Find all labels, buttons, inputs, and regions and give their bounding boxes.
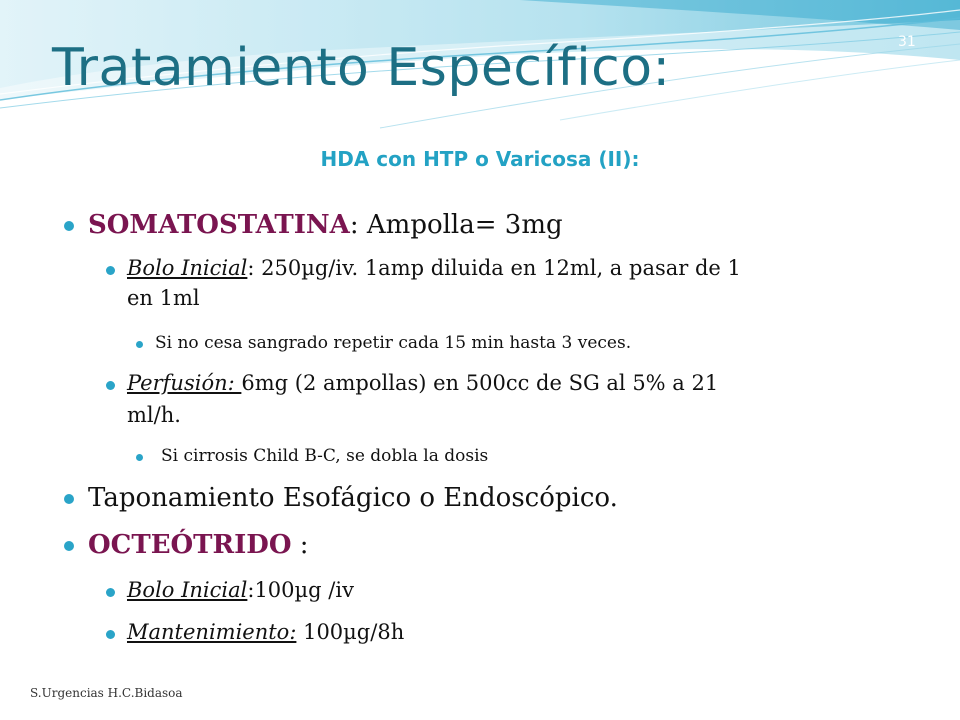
bullet-dot-icon bbox=[64, 494, 74, 504]
perfusion-detail: 6mg (2 ampollas) en 500cc de SG al 5% a 21 bbox=[241, 371, 719, 395]
perfusion-continuation: ml/h. bbox=[127, 403, 181, 427]
bullet-dot-icon bbox=[136, 341, 143, 348]
bullet-bolo-inicial-octeotrido bbox=[127, 578, 354, 602]
somatostatina-term: SOMATOSTATINA bbox=[88, 210, 350, 240]
slide-footer: S.Urgencias H.C.Bidasoa bbox=[30, 686, 183, 700]
bullet-dot-icon bbox=[64, 221, 74, 231]
octeotrido-term: OCTEÓTRIDO bbox=[88, 530, 292, 560]
bullet-dot-icon bbox=[136, 454, 143, 461]
bullet-octeotrido bbox=[88, 530, 309, 560]
perfusion-term: Perfusión: bbox=[127, 371, 242, 395]
bolo-inicial-detail: :100µg /iv bbox=[247, 578, 354, 602]
mantenimiento-detail: 100µg/8h bbox=[296, 620, 405, 644]
somatostatina-detail: : Ampolla= 3mg bbox=[349, 210, 563, 240]
bullet-dot-icon bbox=[106, 266, 115, 275]
slide-subtitle: HDA con HTP o Varicosa (II): bbox=[320, 147, 640, 171]
bullet-cirrosis-note: Si cirrosis Child B-C, se dobla la dosis bbox=[161, 446, 489, 466]
bolo-inicial-term: Bolo Inicial bbox=[127, 578, 248, 602]
bolo-inicial-continuation: en 1ml bbox=[127, 286, 200, 310]
bullet-mantenimiento bbox=[127, 620, 404, 644]
bolo-inicial-detail: : 250µg/iv. 1amp diluida en 12ml, a pasar de 1 bbox=[247, 256, 741, 280]
bolo-inicial-term: Bolo Inicial bbox=[127, 256, 248, 280]
mantenimiento-term: Mantenimiento: bbox=[127, 620, 297, 644]
bullet-dot-icon bbox=[106, 588, 115, 597]
bullet-dot-icon bbox=[106, 381, 115, 390]
slide-title: Tratamiento Específico: bbox=[52, 38, 671, 98]
bullet-dot-icon bbox=[106, 630, 115, 639]
bullet-taponamiento: Taponamiento Esofágico o Endoscópico. bbox=[88, 483, 618, 513]
slide-number: 31 bbox=[898, 34, 916, 50]
bullet-somatostatina bbox=[88, 210, 563, 240]
bullet-repetir-note: Si no cesa sangrado repetir cada 15 min hasta 3 veces. bbox=[155, 333, 632, 353]
bullet-dot-icon bbox=[64, 541, 74, 551]
octeotrido-detail: : bbox=[291, 530, 309, 560]
bullet-perfusion bbox=[127, 371, 718, 395]
bullet-bolo-inicial-somatostatina bbox=[127, 256, 741, 280]
